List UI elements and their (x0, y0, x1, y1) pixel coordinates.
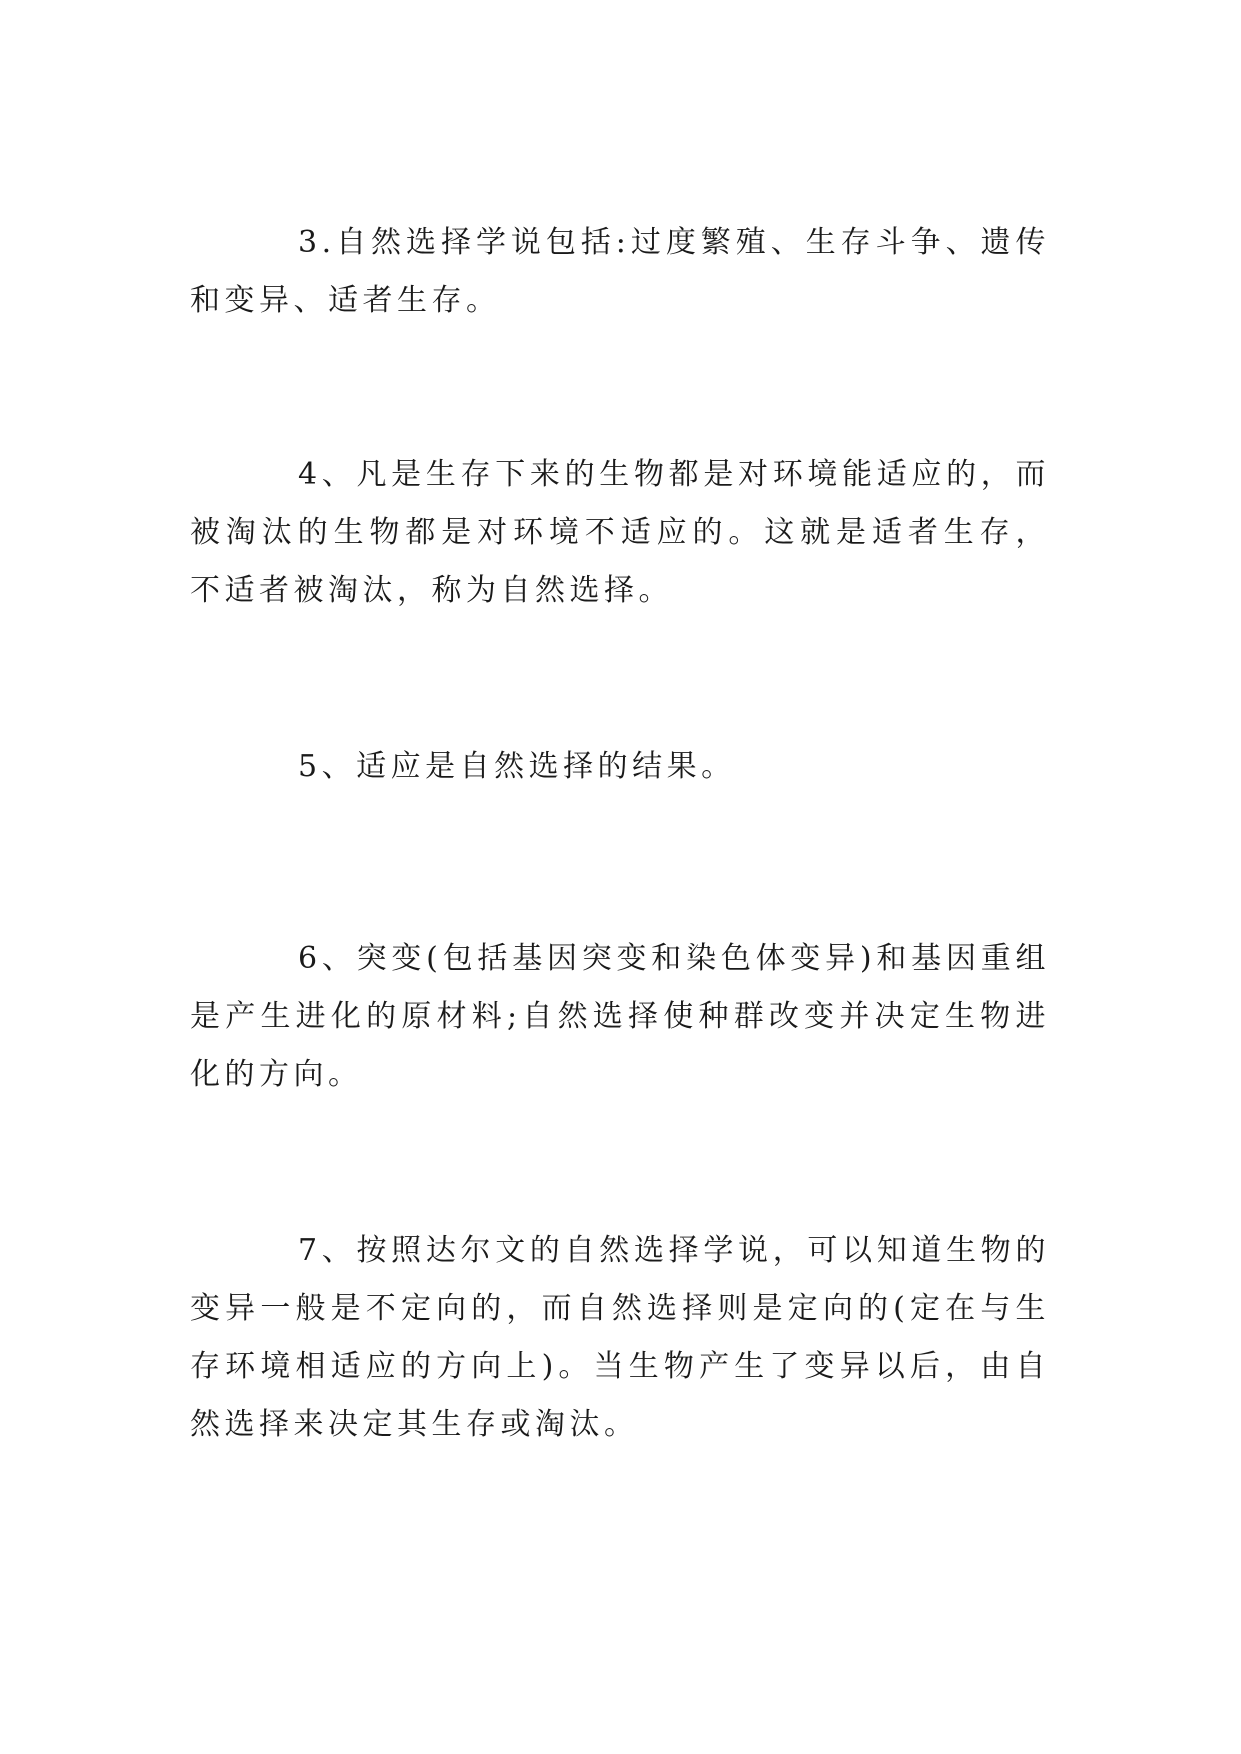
paragraph-5: 5、适应是自然选择的结果。 (298, 749, 736, 784)
paragraph-7: 7、按照达尔文的自然选择学说，可以知道生物的变异一般是不定向的，而自然选择则是定向的(定在与生存环境相适应的方向上)。当生物产生了变异以后，由自然选择来决定其生存或淘汰。 (190, 1233, 1050, 1442)
paragraph-4: 4、凡是生存下来的生物都是对环境能适应的，而被淘汰的生物都是对环境不适应的。这就是适者生存，不适者被淘汰，称为自然选择。 (190, 457, 1050, 608)
paragraph-3: 3.自然选择学说包括:过度繁殖、生存斗争、遗传和变异、适者生存。 (190, 225, 1050, 318)
paragraph-6: 6、突变(包括基因突变和染色体变异)和基因重组是产生进化的原材料;自然选择使种群改变并决定生物进化的方向。 (190, 941, 1050, 1092)
